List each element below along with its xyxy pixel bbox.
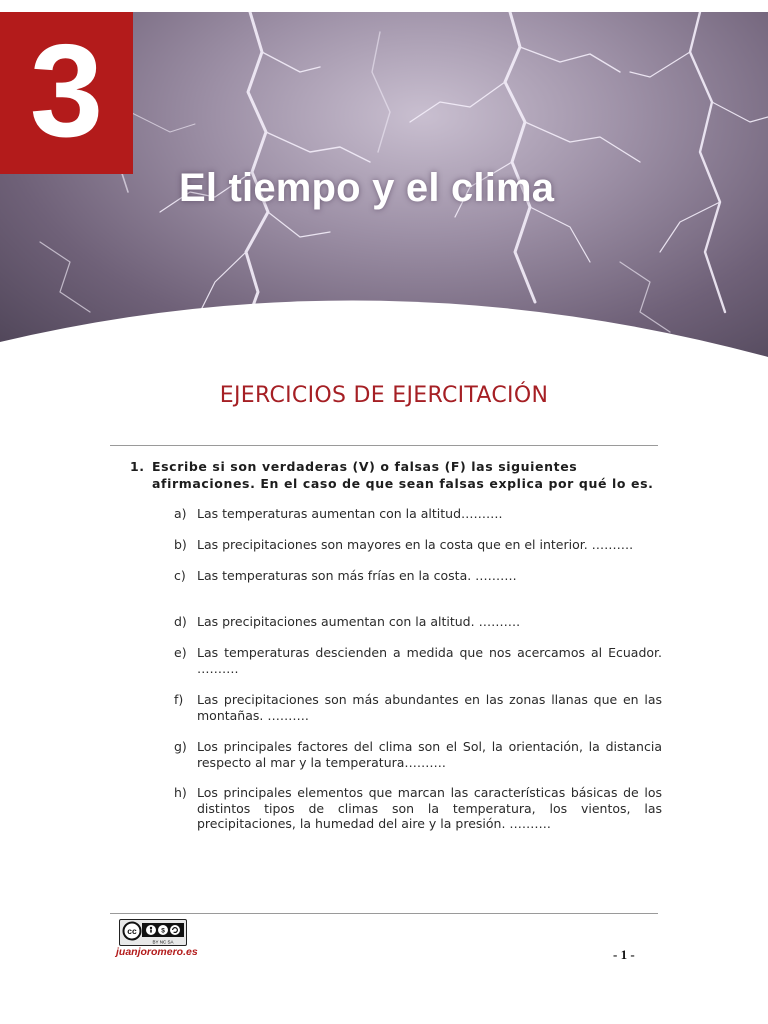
chapter-title: El tiempo y el clima (179, 166, 555, 210)
item-text: Las precipitaciones aumentan con la altitud. ………. (197, 614, 521, 629)
question-number: 1. (130, 459, 145, 474)
item-marker: f) (174, 692, 184, 707)
list-item (174, 739, 662, 770)
list-item (174, 645, 662, 676)
question-1 (130, 458, 660, 492)
list-item (174, 614, 662, 630)
section-heading: EJERCICIOS DE EJERCITACIÓN (219, 383, 549, 408)
item-marker: a) (174, 506, 187, 521)
item-text: Las precipitaciones son mayores en la costa que en el interior. ………. (197, 537, 634, 552)
question-text: Escribe si son verdaderas (V) o falsas (F) las siguientes afirmaciones. En el caso de que sean falsas explica por qué lo es. (152, 459, 654, 491)
item-marker: e) (174, 645, 187, 660)
chapter-number-box (0, 12, 133, 174)
list-item (174, 785, 662, 832)
item-text: Las precipitaciones son más abundantes en las zonas llanas que en las montañas. ………. (197, 692, 662, 723)
item-text: Las temperaturas descienden a medida que nos acercamos al Ecuador. ………. (197, 645, 662, 676)
item-marker: c) (174, 568, 186, 583)
top-divider (110, 445, 658, 446)
item-marker: b) (174, 537, 187, 552)
list-item (174, 568, 662, 584)
cc-license-text: BY NC SA (152, 939, 174, 945)
list-item (174, 692, 662, 723)
svg-text:$: $ (161, 927, 165, 935)
item-text: Los principales factores del clima son el Sol, la orientación, la distancia respecto al mar y la temperatura………. (197, 739, 662, 770)
list-item (174, 537, 662, 553)
site-logo[interactable]: juanjoromero.es (116, 946, 198, 958)
item-marker: g) (174, 739, 187, 754)
item-text: Las temperaturas aumentan con la altitud………. (197, 506, 503, 521)
list-item (174, 506, 662, 522)
item-marker: h) (174, 785, 187, 800)
item-text: Los principales elementos que marcan las características básicas de los distintos tipos de climas son la temperatura, los vientos, las precipitaciones, la humedad del aire y la presión. ………. (197, 785, 662, 831)
page-number: - 1 - (613, 947, 635, 962)
bottom-divider (110, 913, 658, 914)
cc-license-icon[interactable] (119, 919, 187, 946)
chapter-number: 3 (29, 17, 104, 164)
svg-text:cc: cc (127, 926, 137, 937)
item-text: Las temperaturas son más frías en la costa. ………. (197, 568, 517, 583)
item-marker: d) (174, 614, 187, 629)
